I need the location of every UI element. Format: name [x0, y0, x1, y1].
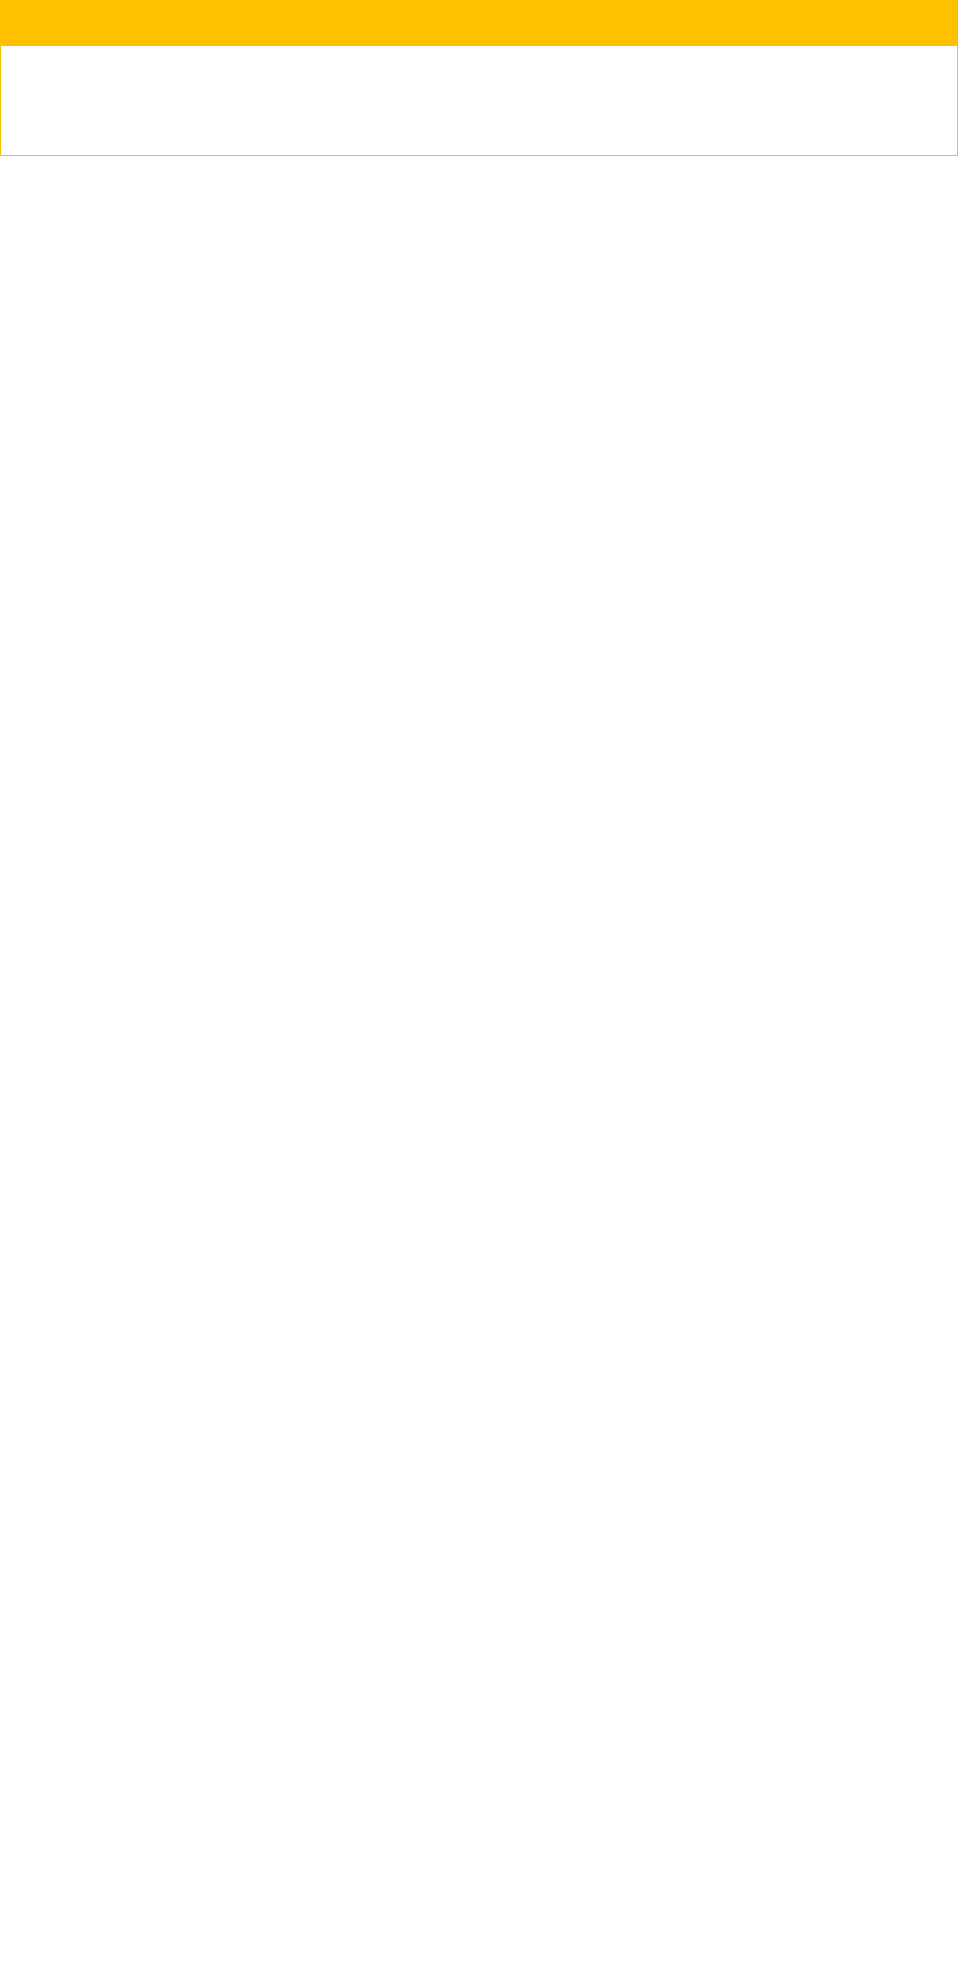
intro-text	[0, 46, 958, 156]
page-title	[0, 0, 958, 46]
zoning-table-sheet	[0, 0, 958, 156]
